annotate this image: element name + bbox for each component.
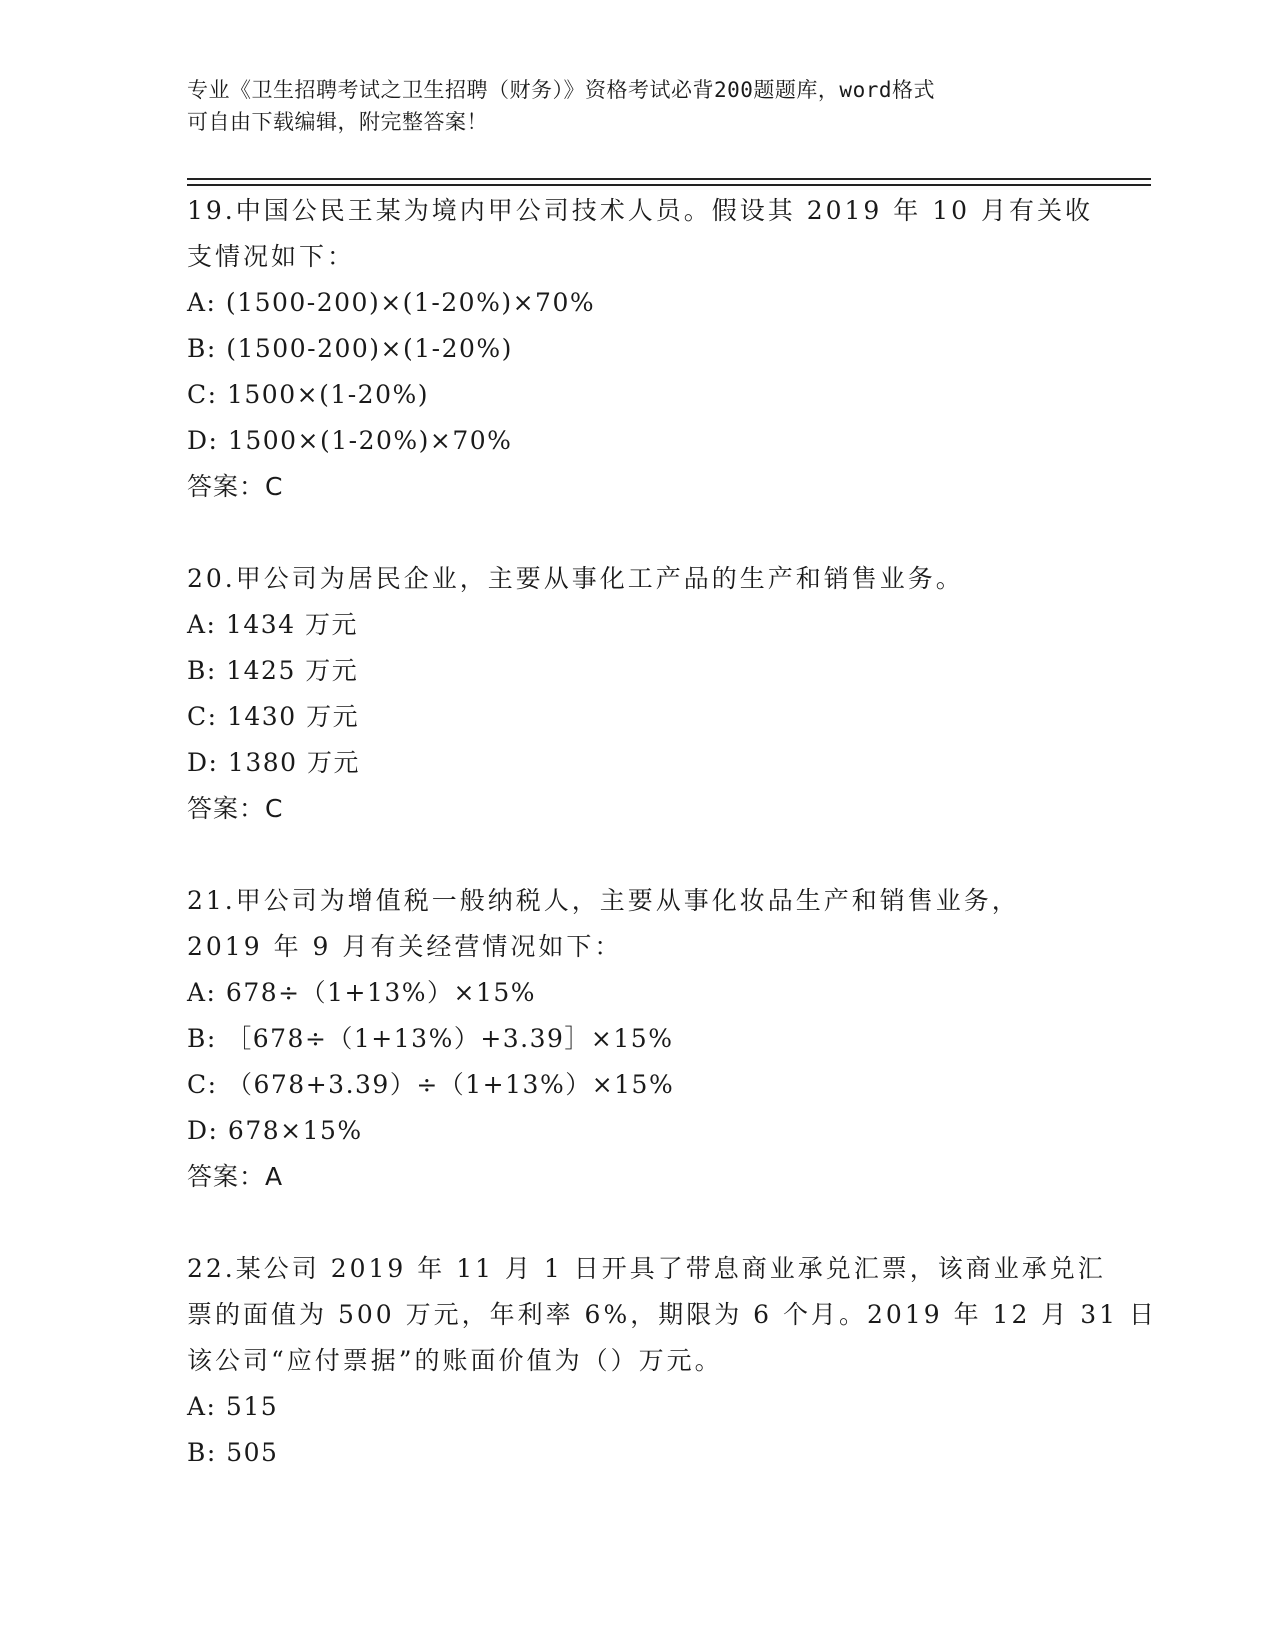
question-stem-line: 19.中国公民王某为境内甲公司技术人员。假设其 2019 年 10 月有关收 bbox=[187, 196, 1093, 225]
option-b: B: 1425 万元 bbox=[187, 656, 359, 685]
question-19 bbox=[187, 188, 1093, 510]
option-b: B: (1500-200)×(1-20%) bbox=[187, 334, 513, 363]
option-d: D: 1500×(1-20%)×70% bbox=[187, 426, 513, 455]
option-d: D: 1380 万元 bbox=[187, 748, 360, 777]
document-header bbox=[187, 74, 1067, 138]
question-stem-line: 22.某公司 2019 年 11 月 1 日开具了带息商业承兑汇票，该商业承兑汇 bbox=[187, 1254, 1106, 1283]
option-c: C: 1430 万元 bbox=[187, 702, 360, 731]
question-stem-line: 2019 年 9 月有关经营情况如下： bbox=[187, 932, 623, 961]
question-stem-line: 票的面值为 500 万元，年利率 6%，期限为 6 个月。2019 年 12 月 31 日 bbox=[187, 1300, 1157, 1329]
header-divider-top bbox=[187, 178, 1151, 180]
answer-line: 答案：C bbox=[187, 794, 284, 823]
question-stem-line: 20.甲公司为居民企业，主要从事化工产品的生产和销售业务。 bbox=[187, 564, 964, 593]
question-stem-line: 支情况如下： bbox=[187, 242, 356, 271]
question-21 bbox=[187, 878, 1087, 1200]
option-a: A: 1434 万元 bbox=[187, 610, 358, 639]
header-title-line-1: 专业《卫生招聘考试之卫生招聘（财务）》资格考试必背200题题库，word格式 bbox=[187, 78, 935, 102]
question-list bbox=[187, 188, 1157, 1522]
option-d: D: 678×15% bbox=[187, 1116, 363, 1145]
answer-line: 答案：C bbox=[187, 472, 284, 501]
option-a: A: (1500-200)×(1-20%)×70% bbox=[187, 288, 596, 317]
option-a: A: 515 bbox=[187, 1392, 279, 1421]
option-c: C: （678+3.39）÷（1+13%）×15% bbox=[187, 1070, 675, 1099]
option-b: B: 505 bbox=[187, 1438, 279, 1467]
question-stem-line: 该公司“应付票据”的账面价值为（）万元。 bbox=[187, 1346, 723, 1375]
answer-line: 答案：A bbox=[187, 1162, 284, 1191]
question-20 bbox=[187, 556, 1087, 832]
header-title-line-2: 可自由下载编辑，附完整答案！ bbox=[187, 110, 488, 134]
option-a: A: 678÷（1+13%）×15% bbox=[187, 978, 537, 1007]
question-stem-line: 21.甲公司为增值税一般纳税人，主要从事化妆品生产和销售业务， bbox=[187, 886, 1020, 915]
question-22 bbox=[187, 1246, 1157, 1476]
option-b: B: ［678÷（1+13%）+3.39］×15% bbox=[187, 1024, 674, 1053]
option-c: C: 1500×(1-20%) bbox=[187, 380, 429, 409]
header-divider-bottom bbox=[187, 184, 1151, 186]
